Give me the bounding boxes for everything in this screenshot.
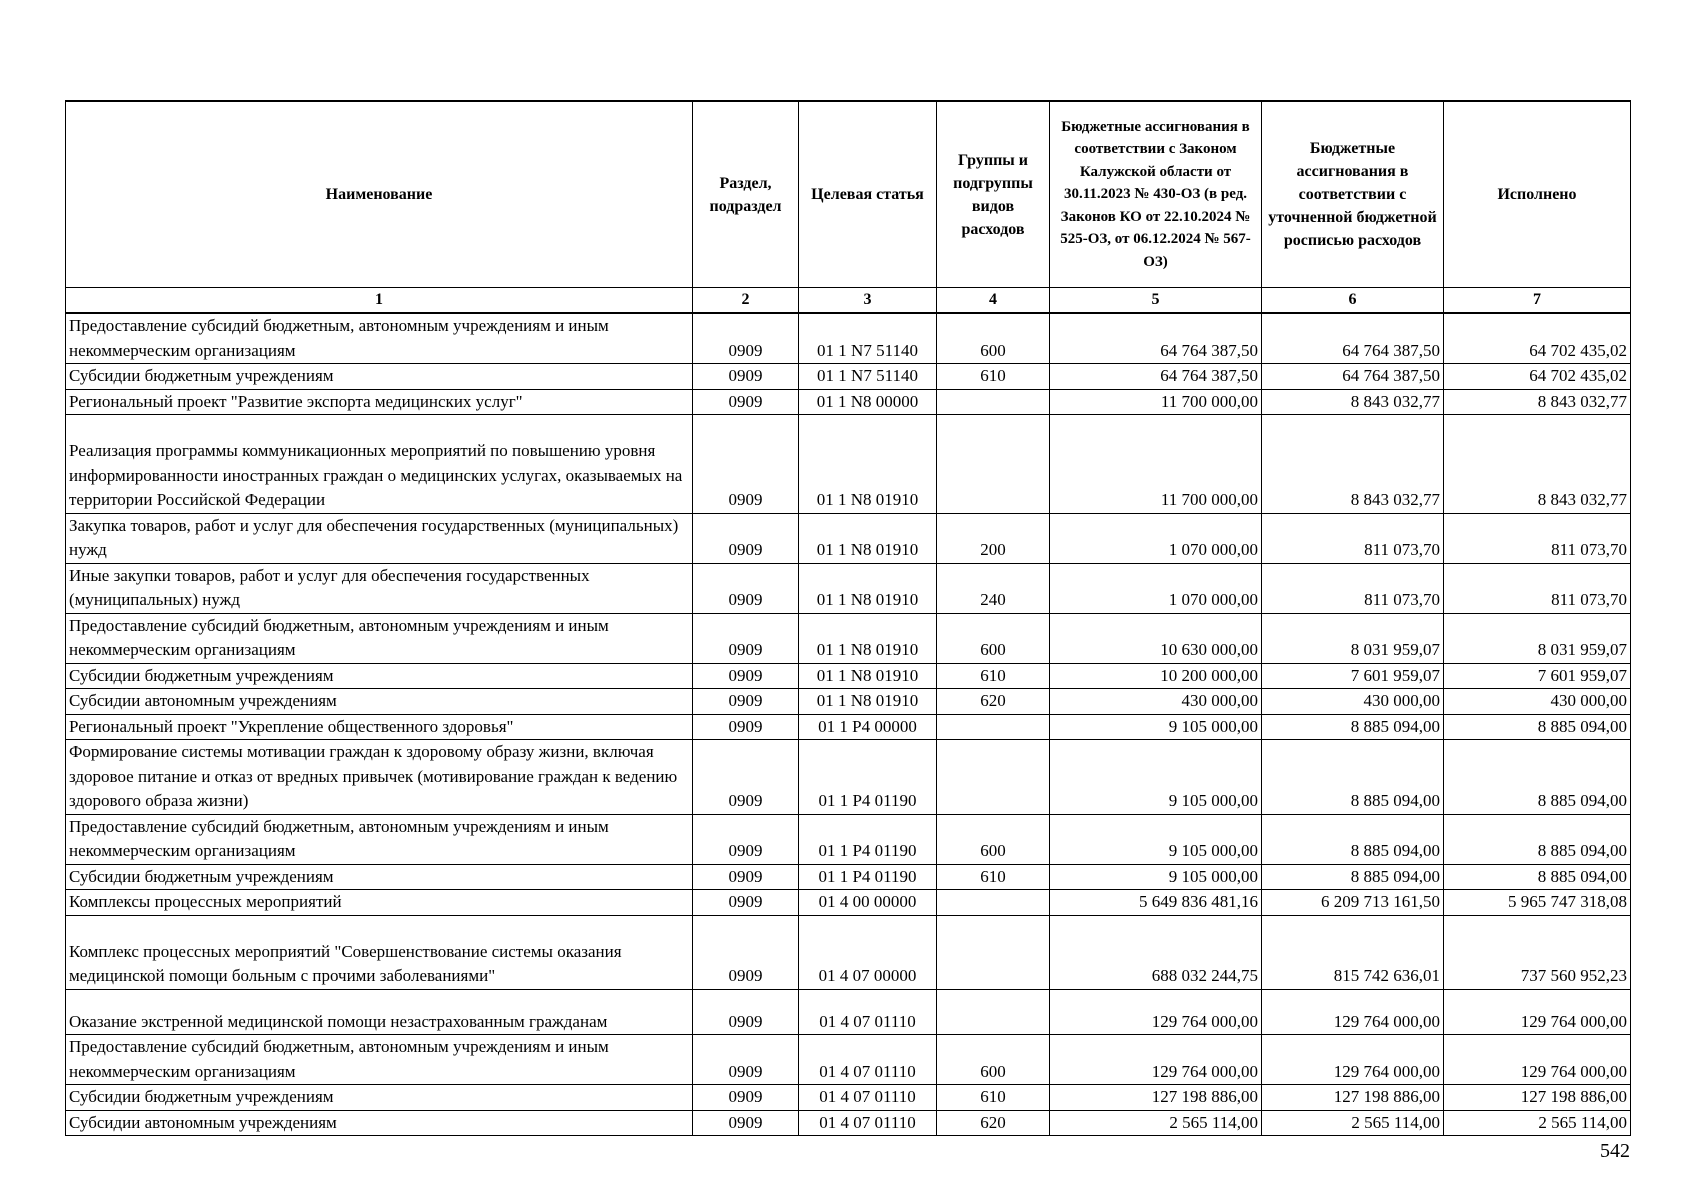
row-name: Субсидии бюджетным учреждениям bbox=[66, 364, 693, 390]
row-expense-group bbox=[937, 415, 1050, 514]
row-section: 0909 bbox=[693, 915, 799, 989]
row-section: 0909 bbox=[693, 989, 799, 1035]
row-name: Субсидии автономным учреждениям bbox=[66, 1110, 693, 1136]
budget-report-sheet bbox=[65, 100, 1630, 1136]
table-row bbox=[66, 663, 1631, 689]
row-law-amount: 129 764 000,00 bbox=[1050, 1035, 1262, 1085]
row-refined-amount: 64 764 387,50 bbox=[1262, 313, 1444, 364]
column-number: 4 bbox=[937, 288, 1050, 314]
row-executed-amount: 8 885 094,00 bbox=[1444, 740, 1631, 815]
row-law-amount: 1 070 000,00 bbox=[1050, 513, 1262, 563]
row-executed-amount: 811 073,70 bbox=[1444, 513, 1631, 563]
row-section: 0909 bbox=[693, 814, 799, 864]
row-expense-group bbox=[937, 890, 1050, 916]
row-law-amount: 10 630 000,00 bbox=[1050, 613, 1262, 663]
row-executed-amount: 64 702 435,02 bbox=[1444, 313, 1631, 364]
row-target-article: 01 1 N8 00000 bbox=[799, 389, 937, 415]
row-name: Предоставление субсидий бюджетным, автономным учреждениям и иным некоммерческим организациям bbox=[66, 1035, 693, 1085]
row-target-article: 01 1 N8 01910 bbox=[799, 663, 937, 689]
table-row bbox=[66, 513, 1631, 563]
row-executed-amount: 8 885 094,00 bbox=[1444, 714, 1631, 740]
row-expense-group bbox=[937, 740, 1050, 815]
row-section: 0909 bbox=[693, 613, 799, 663]
row-target-article: 01 1 P4 01190 bbox=[799, 740, 937, 815]
row-law-amount: 688 032 244,75 bbox=[1050, 915, 1262, 989]
row-law-amount: 11 700 000,00 bbox=[1050, 389, 1262, 415]
table-row bbox=[66, 740, 1631, 815]
row-refined-amount: 129 764 000,00 bbox=[1262, 1035, 1444, 1085]
table-row bbox=[66, 1085, 1631, 1111]
row-section: 0909 bbox=[693, 563, 799, 613]
row-section: 0909 bbox=[693, 415, 799, 514]
row-target-article: 01 4 00 00000 bbox=[799, 890, 937, 916]
row-refined-amount: 8 031 959,07 bbox=[1262, 613, 1444, 663]
row-expense-group bbox=[937, 389, 1050, 415]
row-name: Субсидии автономным учреждениям bbox=[66, 689, 693, 715]
row-target-article: 01 1 N7 51140 bbox=[799, 313, 937, 364]
row-executed-amount: 8 885 094,00 bbox=[1444, 814, 1631, 864]
row-refined-amount: 8 843 032,77 bbox=[1262, 415, 1444, 514]
row-refined-amount: 8 885 094,00 bbox=[1262, 814, 1444, 864]
row-section: 0909 bbox=[693, 740, 799, 815]
row-refined-amount: 127 198 886,00 bbox=[1262, 1085, 1444, 1111]
row-executed-amount: 8 031 959,07 bbox=[1444, 613, 1631, 663]
table-row bbox=[66, 1110, 1631, 1136]
row-expense-group: 620 bbox=[937, 689, 1050, 715]
row-target-article: 01 4 07 01110 bbox=[799, 1035, 937, 1085]
row-target-article: 01 1 P4 00000 bbox=[799, 714, 937, 740]
header-law-allocations: Бюджетные ассигнования в соответствии с Законом Калужской области от 30.11.2023 № 430-ОЗ (в ред. Законов КО от 22.10.2024 № 525-ОЗ, от 06.12.2024 № 567-ОЗ) bbox=[1050, 101, 1262, 288]
row-law-amount: 9 105 000,00 bbox=[1050, 740, 1262, 815]
row-executed-amount: 64 702 435,02 bbox=[1444, 364, 1631, 390]
row-refined-amount: 8 885 094,00 bbox=[1262, 740, 1444, 815]
row-section: 0909 bbox=[693, 513, 799, 563]
row-law-amount: 10 200 000,00 bbox=[1050, 663, 1262, 689]
row-section: 0909 bbox=[693, 1085, 799, 1111]
row-name: Региональный проект "Развитие экспорта медицинских услуг" bbox=[66, 389, 693, 415]
row-law-amount: 1 070 000,00 bbox=[1050, 563, 1262, 613]
row-refined-amount: 64 764 387,50 bbox=[1262, 364, 1444, 390]
row-refined-amount: 8 885 094,00 bbox=[1262, 864, 1444, 890]
table-row bbox=[66, 890, 1631, 916]
row-executed-amount: 737 560 952,23 bbox=[1444, 915, 1631, 989]
row-executed-amount: 129 764 000,00 bbox=[1444, 1035, 1631, 1085]
row-refined-amount: 2 565 114,00 bbox=[1262, 1110, 1444, 1136]
row-expense-group: 200 bbox=[937, 513, 1050, 563]
row-executed-amount: 8 843 032,77 bbox=[1444, 389, 1631, 415]
row-section: 0909 bbox=[693, 389, 799, 415]
table-row bbox=[66, 989, 1631, 1035]
row-section: 0909 bbox=[693, 689, 799, 715]
table-row bbox=[66, 1035, 1631, 1085]
row-law-amount: 11 700 000,00 bbox=[1050, 415, 1262, 514]
row-refined-amount: 129 764 000,00 bbox=[1262, 989, 1444, 1035]
row-refined-amount: 430 000,00 bbox=[1262, 689, 1444, 715]
table-row bbox=[66, 864, 1631, 890]
row-executed-amount: 7 601 959,07 bbox=[1444, 663, 1631, 689]
row-refined-amount: 811 073,70 bbox=[1262, 563, 1444, 613]
table-row bbox=[66, 714, 1631, 740]
row-name: Комплексы процессных мероприятий bbox=[66, 890, 693, 916]
row-refined-amount: 811 073,70 bbox=[1262, 513, 1444, 563]
row-law-amount: 9 105 000,00 bbox=[1050, 714, 1262, 740]
row-name: Формирование системы мотивации граждан к здоровому образу жизни, включая здоровое питание и отказ от вредных привычек (мотивирование граждан к ведению здорового образа жизни) bbox=[66, 740, 693, 815]
row-name: Региональный проект "Укрепление общественного здоровья" bbox=[66, 714, 693, 740]
row-expense-group: 610 bbox=[937, 864, 1050, 890]
row-name: Иные закупки товаров, работ и услуг для обеспечения государственных (муниципальных) нужд bbox=[66, 563, 693, 613]
budget-table bbox=[65, 100, 1631, 1136]
row-executed-amount: 5 965 747 318,08 bbox=[1444, 890, 1631, 916]
row-law-amount: 127 198 886,00 bbox=[1050, 1085, 1262, 1111]
row-target-article: 01 4 07 01110 bbox=[799, 989, 937, 1035]
row-expense-group: 600 bbox=[937, 1035, 1050, 1085]
row-name: Закупка товаров, работ и услуг для обеспечения государственных (муниципальных) нужд bbox=[66, 513, 693, 563]
row-target-article: 01 4 07 01110 bbox=[799, 1085, 937, 1111]
row-expense-group: 610 bbox=[937, 364, 1050, 390]
header-executed: Исполнено bbox=[1444, 101, 1631, 288]
row-target-article: 01 4 07 01110 bbox=[799, 1110, 937, 1136]
row-law-amount: 64 764 387,50 bbox=[1050, 313, 1262, 364]
row-target-article: 01 1 N8 01910 bbox=[799, 513, 937, 563]
row-expense-group bbox=[937, 714, 1050, 740]
row-refined-amount: 6 209 713 161,50 bbox=[1262, 890, 1444, 916]
table-row bbox=[66, 389, 1631, 415]
table-row bbox=[66, 364, 1631, 390]
row-executed-amount: 430 000,00 bbox=[1444, 689, 1631, 715]
row-executed-amount: 8 843 032,77 bbox=[1444, 415, 1631, 514]
row-executed-amount: 127 198 886,00 bbox=[1444, 1085, 1631, 1111]
row-name: Субсидии бюджетным учреждениям bbox=[66, 864, 693, 890]
row-target-article: 01 1 N8 01910 bbox=[799, 689, 937, 715]
row-refined-amount: 7 601 959,07 bbox=[1262, 663, 1444, 689]
row-section: 0909 bbox=[693, 1035, 799, 1085]
row-refined-amount: 8 843 032,77 bbox=[1262, 389, 1444, 415]
row-expense-group: 620 bbox=[937, 1110, 1050, 1136]
row-law-amount: 5 649 836 481,16 bbox=[1050, 890, 1262, 916]
row-law-amount: 129 764 000,00 bbox=[1050, 989, 1262, 1035]
header-name: Наименование bbox=[66, 101, 693, 288]
table-row bbox=[66, 563, 1631, 613]
column-number-row bbox=[66, 288, 1631, 314]
row-expense-group bbox=[937, 989, 1050, 1035]
row-section: 0909 bbox=[693, 364, 799, 390]
row-expense-group: 600 bbox=[937, 613, 1050, 663]
row-expense-group: 600 bbox=[937, 313, 1050, 364]
row-name: Комплекс процессных мероприятий "Совершенствование системы оказания медицинской помощи больным с прочими заболеваниями" bbox=[66, 915, 693, 989]
column-number: 6 bbox=[1262, 288, 1444, 314]
table-row bbox=[66, 689, 1631, 715]
row-name: Предоставление субсидий бюджетным, автономным учреждениям и иным некоммерческим организациям bbox=[66, 613, 693, 663]
header-expense-groups: Группы и подгруппы видов расходов bbox=[937, 101, 1050, 288]
column-number: 7 bbox=[1444, 288, 1631, 314]
table-body bbox=[66, 313, 1631, 1136]
row-name: Субсидии бюджетным учреждениям bbox=[66, 1085, 693, 1111]
column-number: 1 bbox=[66, 288, 693, 314]
row-section: 0909 bbox=[693, 663, 799, 689]
row-law-amount: 9 105 000,00 bbox=[1050, 814, 1262, 864]
row-executed-amount: 2 565 114,00 bbox=[1444, 1110, 1631, 1136]
row-target-article: 01 1 P4 01190 bbox=[799, 814, 937, 864]
row-target-article: 01 1 N8 01910 bbox=[799, 415, 937, 514]
row-target-article: 01 1 P4 01190 bbox=[799, 864, 937, 890]
page-number: 542 bbox=[1600, 1140, 1630, 1162]
row-section: 0909 bbox=[693, 313, 799, 364]
row-name: Предоставление субсидий бюджетным, автономным учреждениям и иным некоммерческим организациям bbox=[66, 814, 693, 864]
row-executed-amount: 811 073,70 bbox=[1444, 563, 1631, 613]
row-target-article: 01 1 N8 01910 bbox=[799, 613, 937, 663]
row-expense-group: 610 bbox=[937, 1085, 1050, 1111]
column-number: 3 bbox=[799, 288, 937, 314]
row-name: Оказание экстренной медицинской помощи незастрахованным гражданам bbox=[66, 989, 693, 1035]
table-row bbox=[66, 613, 1631, 663]
row-law-amount: 9 105 000,00 bbox=[1050, 864, 1262, 890]
row-section: 0909 bbox=[693, 864, 799, 890]
row-section: 0909 bbox=[693, 890, 799, 916]
table-row bbox=[66, 313, 1631, 364]
row-expense-group bbox=[937, 915, 1050, 989]
row-refined-amount: 8 885 094,00 bbox=[1262, 714, 1444, 740]
table-row bbox=[66, 814, 1631, 864]
row-section: 0909 bbox=[693, 1110, 799, 1136]
row-law-amount: 2 565 114,00 bbox=[1050, 1110, 1262, 1136]
table-row bbox=[66, 915, 1631, 989]
row-law-amount: 64 764 387,50 bbox=[1050, 364, 1262, 390]
header-target-article: Целевая статья bbox=[799, 101, 937, 288]
header-row bbox=[66, 101, 1631, 288]
row-name: Предоставление субсидий бюджетным, автономным учреждениям и иным некоммерческим организациям bbox=[66, 313, 693, 364]
row-executed-amount: 129 764 000,00 bbox=[1444, 989, 1631, 1035]
row-name: Субсидии бюджетным учреждениям bbox=[66, 663, 693, 689]
row-section: 0909 bbox=[693, 714, 799, 740]
row-expense-group: 240 bbox=[937, 563, 1050, 613]
row-expense-group: 600 bbox=[937, 814, 1050, 864]
row-target-article: 01 4 07 00000 bbox=[799, 915, 937, 989]
row-law-amount: 430 000,00 bbox=[1050, 689, 1262, 715]
row-refined-amount: 815 742 636,01 bbox=[1262, 915, 1444, 989]
row-target-article: 01 1 N7 51140 bbox=[799, 364, 937, 390]
column-number: 2 bbox=[693, 288, 799, 314]
table-row bbox=[66, 415, 1631, 514]
column-number: 5 bbox=[1050, 288, 1262, 314]
row-name: Реализация программы коммуникационных мероприятий по повышению уровня информированности иностранных граждан о медицинских услугах, оказываемых на территории Российской Федерации bbox=[66, 415, 693, 514]
row-executed-amount: 8 885 094,00 bbox=[1444, 864, 1631, 890]
row-target-article: 01 1 N8 01910 bbox=[799, 563, 937, 613]
header-refined-allocations: Бюджетные ассигнования в соответствии с уточненной бюджетной росписью расходов bbox=[1262, 101, 1444, 288]
header-section: Раздел, подраздел bbox=[693, 101, 799, 288]
row-expense-group: 610 bbox=[937, 663, 1050, 689]
